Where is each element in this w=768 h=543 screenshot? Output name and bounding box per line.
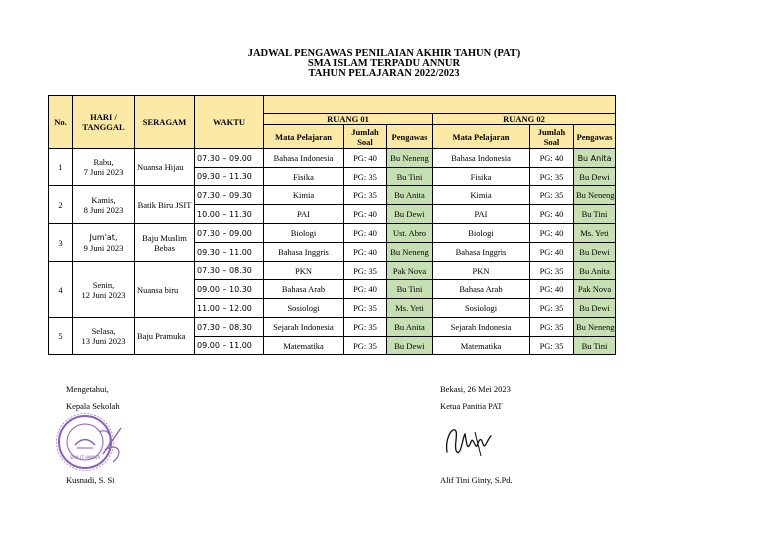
- day-date: [73, 186, 135, 224]
- proctor-r2: Bu Dewi: [574, 243, 616, 262]
- time-slot: 10.00 – 11.30: [195, 205, 264, 224]
- proctor-r2: Bu Neneng: [574, 186, 616, 205]
- time-slot: 07.30 – 09.00: [195, 149, 264, 168]
- question-count-r1: PG: 40: [344, 149, 387, 168]
- time-slot: 07.30 – 09.00: [195, 224, 264, 243]
- proctor-r1: Ms. Yeti: [387, 299, 433, 318]
- day-name: Jum'at,: [89, 233, 118, 242]
- subject-r1: Sosiologi: [264, 299, 344, 318]
- footer-principal-name: Kusnadi, S. Si: [66, 475, 115, 485]
- proctor-r1: Bu Dewi: [387, 205, 433, 224]
- subject-r2: Bahasa Arab: [433, 280, 530, 299]
- question-count-r1: PG: 40: [344, 205, 387, 224]
- proctor-r2: Bu Dewi: [574, 299, 616, 318]
- time-slot: 07.30 – 09.30: [195, 186, 264, 205]
- subject-r1: Kimia: [264, 186, 344, 205]
- question-count-r1: PG: 35: [344, 262, 387, 280]
- footer-acknowledged: Mengetahui,: [66, 384, 109, 394]
- question-count-r2: PG: 40: [530, 149, 574, 168]
- subject-r2: Sosiologi: [433, 299, 530, 318]
- subject-r1: Bahasa Indonesia: [264, 149, 344, 168]
- table-row: [49, 186, 616, 205]
- table-row: [49, 262, 616, 280]
- time-slot: 11.00 – 12.00: [195, 299, 264, 318]
- table-row: [49, 149, 616, 168]
- proctor-r1: Pak Nova: [387, 262, 433, 280]
- question-count-r1: PG: 40: [344, 224, 387, 243]
- time-slot: 09.30 – 11.00: [195, 243, 264, 262]
- day-date: [73, 318, 135, 355]
- col-hari-tanggal: [73, 96, 135, 149]
- question-count-r2: PG: 35: [530, 337, 574, 355]
- title-line-3: TAHUN PELAJARAN 2022/2023: [308, 68, 460, 79]
- day-uniform: Baju Pramuka: [135, 318, 195, 355]
- title-line-1: JADWAL PENGAWAS PENILAIAN AKHIR TAHUN (PAT): [247, 48, 521, 59]
- subject-r1: Matematika: [264, 337, 344, 355]
- proctor-r2: Pak Nova: [574, 280, 616, 299]
- subject-r2: PKN: [433, 262, 530, 280]
- subject-r2: Biologi: [433, 224, 530, 243]
- proctor-r1: Bu Tini: [387, 168, 433, 186]
- question-count-r1: PG: 40: [344, 243, 387, 262]
- day-date-text: 8 Juni 2023: [83, 204, 124, 215]
- day-uniform: Baju Muslim Bebas: [135, 224, 195, 262]
- subject-r1: PAI: [264, 205, 344, 224]
- proctor-r2: Bu Anita: [574, 262, 616, 280]
- time-slot: 09.00 – 10.30: [195, 280, 264, 299]
- proctor-r1: Bu Neneng: [387, 149, 433, 168]
- col-ruang-01: RUANG 01: [264, 114, 433, 125]
- subject-r2: Kimia: [433, 186, 530, 205]
- col-hari-line2: TANGGAL: [82, 122, 125, 132]
- day-uniform: Batik Biru JSIT: [135, 186, 195, 224]
- proctor-r1: Bu Neneng: [387, 243, 433, 262]
- question-count-r1: PG: 35: [344, 168, 387, 186]
- col-pengawas-1: Pengawas: [387, 125, 433, 149]
- proctor-r1: Bu Anita: [387, 318, 433, 337]
- day-no: 3: [49, 224, 73, 262]
- question-count-r2: PG: 40: [530, 280, 574, 299]
- question-count-r2: PG: 35: [530, 299, 574, 318]
- subject-r2: Sejarah Indonesia: [433, 318, 530, 337]
- col-jumlah-1-line1: Jumlah: [351, 126, 379, 137]
- question-count-r2: PG: 40: [530, 243, 574, 262]
- col-waktu: WAKTU: [195, 96, 264, 149]
- col-mapel-2: Mata Pelajaran: [433, 125, 530, 149]
- day-no: 5: [49, 318, 73, 355]
- time-slot: 07.30 – 08.30: [195, 318, 264, 337]
- proctor-r1: Bu Dewi: [387, 337, 433, 355]
- question-count-r2: PG: 35: [530, 262, 574, 280]
- subject-r2: Fisika: [433, 168, 530, 186]
- day-uniform: Nuansa biru: [135, 262, 195, 318]
- subject-r2: Bahasa Indonesia: [433, 149, 530, 168]
- question-count-r1: PG: 35: [344, 186, 387, 205]
- proctor-r2: Bu Neneng: [574, 318, 616, 337]
- col-jumlah-2-line1: Jumlah: [537, 126, 566, 137]
- day-name: Senin,: [92, 279, 115, 290]
- day-no: 4: [49, 262, 73, 318]
- day-date-text: 7 Juni 2023: [83, 167, 124, 177]
- day-date-text: 13 Juni 2023: [81, 336, 126, 346]
- question-count-r1: PG: 35: [344, 318, 387, 337]
- day-date: [73, 224, 135, 262]
- table-row: [49, 318, 616, 337]
- subject-r1: Bahasa Arab: [264, 280, 344, 299]
- day-date: [73, 262, 135, 318]
- question-count-r1: PG: 35: [344, 299, 387, 318]
- title-line-2: SMA ISLAM TERPADU ANNUR: [307, 58, 461, 69]
- day-no: 2: [49, 186, 73, 224]
- day-uniform: Nuansa Hijau: [135, 149, 195, 186]
- question-count-r2: PG: 40: [530, 224, 574, 243]
- col-no: No.: [49, 96, 73, 149]
- school-stamp: [55, 412, 131, 472]
- question-count-r1: PG: 35: [344, 337, 387, 355]
- stamp-icon: [55, 412, 131, 472]
- signature-icon: [441, 422, 496, 462]
- col-jumlah-1: [344, 125, 387, 149]
- col-mapel-1: Mata Pelajaran: [264, 125, 344, 149]
- footer-date: Bekasi, 26 Mei 2023: [440, 384, 511, 394]
- col-seragam: SERAGAM: [135, 96, 195, 149]
- question-count-r2: PG: 40: [530, 205, 574, 224]
- col-hari-line1: HARI /: [90, 112, 117, 122]
- proctor-r2: Bu Tini: [574, 337, 616, 355]
- question-count-r2: PG: 35: [530, 318, 574, 337]
- proctor-r2: Ms. Yeti: [574, 224, 616, 243]
- day-name: Selasa,: [91, 326, 116, 336]
- proctor-r1: Ust. Abro: [387, 224, 433, 243]
- signature: [441, 422, 496, 462]
- proctor-r1: Bu Anita: [387, 186, 433, 205]
- footer-committee-title: Ketua Panitia PAT: [440, 401, 503, 411]
- time-slot: 09.00 – 11.00: [195, 337, 264, 355]
- subject-r2: Bahasa Inggris: [433, 243, 530, 262]
- proctor-r2: Bu Anita: [574, 149, 616, 168]
- subject-r1: Fisika: [264, 168, 344, 186]
- col-jumlah-1-line2: Soal: [357, 136, 373, 147]
- subject-r2: Matematika: [433, 337, 530, 355]
- document-title: [0, 49, 768, 79]
- day-name: Kamis,: [91, 194, 116, 205]
- question-count-r1: PG: 40: [344, 280, 387, 299]
- col-ruang-02: RUANG 02: [433, 114, 616, 125]
- col-jumlah-2-line2: Soal: [543, 136, 560, 147]
- day-date-text: 9 Juni 2023: [83, 243, 124, 253]
- table-row: [49, 224, 616, 243]
- time-slot: 09.30 – 11.30: [195, 168, 264, 186]
- footer-committee-name: Alif Tini Ginty, S.Pd.: [440, 475, 513, 485]
- time-slot: 07.30 – 08.30: [195, 262, 264, 280]
- subject-r2: PAI: [433, 205, 530, 224]
- day-no: 1: [49, 149, 73, 186]
- subject-r1: Biologi: [264, 224, 344, 243]
- day-date: [73, 149, 135, 186]
- question-count-r2: PG: 35: [530, 186, 574, 205]
- proctor-r2: Bu Dewi: [574, 168, 616, 186]
- subject-r1: PKN: [264, 262, 344, 280]
- day-name: Rabu,: [93, 157, 114, 167]
- header-spacer: [264, 96, 616, 114]
- footer-principal-title: Kepala Sekolah: [66, 401, 120, 411]
- proctor-r2: Bu Tini: [574, 205, 616, 224]
- schedule-table: [48, 95, 616, 355]
- day-date-text: 12 Juni 2023: [81, 289, 126, 300]
- col-jumlah-2: [530, 125, 574, 149]
- stamp-text: SMA IT ANNUR: [69, 455, 101, 460]
- subject-r1: Sejarah Indonesia: [264, 318, 344, 337]
- col-pengawas-2: Pengawas: [574, 125, 616, 149]
- question-count-r2: PG: 35: [530, 168, 574, 186]
- proctor-r1: Bu Tini: [387, 280, 433, 299]
- subject-r1: Bahasa Inggris: [264, 243, 344, 262]
